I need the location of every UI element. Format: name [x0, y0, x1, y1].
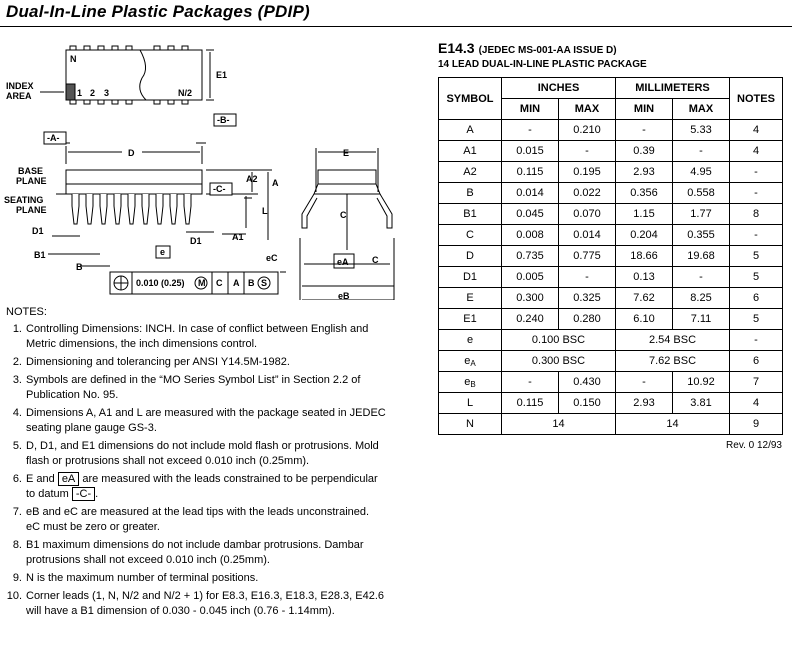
table-cell: 0.204 — [616, 225, 673, 246]
table-cell: 14 — [616, 414, 730, 435]
table-row — [439, 414, 783, 435]
top-pins-lower — [70, 100, 188, 104]
table-row — [439, 267, 783, 288]
note-number: 9. — [12, 572, 22, 584]
table-cell: 8 — [730, 204, 783, 225]
tol-m: M — [198, 278, 206, 288]
table-cell: - — [616, 372, 673, 393]
table-row — [439, 120, 783, 141]
header-mm-max: MAX — [673, 99, 730, 120]
note-number: 3. — [12, 374, 22, 386]
note-text: E and — [26, 473, 55, 485]
table-cell: 7.62 — [616, 288, 673, 309]
note-text: B1 maximum dimensions do not include dambar protrusions. Dambar protrusions shall not exceed 0.010 inch (0.25mm). — [26, 539, 364, 566]
package-drawing — [0, 28, 430, 300]
a-label: A — [272, 178, 279, 188]
table-cell: 0.070 — [559, 204, 616, 225]
note-text: D, D1, and E1 dimensions do not include mold flash or protrusions. Mold flash or protrusions shall not exceed 0.010 inch (0.25mm). — [26, 440, 379, 467]
tol-s: S — [261, 278, 268, 288]
table-cell: 1.15 — [616, 204, 673, 225]
note-number: 4. — [12, 407, 22, 419]
ec-label: eC — [266, 253, 278, 263]
table-cell: 0.022 — [559, 183, 616, 204]
note-item — [6, 505, 386, 535]
b1-label: B1 — [34, 250, 46, 260]
table-cell: 0.005 — [502, 267, 559, 288]
table-row — [439, 372, 783, 393]
table-cell: 5 — [730, 309, 783, 330]
package-header — [438, 40, 647, 70]
note-item — [6, 472, 386, 502]
note-number: 1. — [12, 323, 22, 335]
dimensions-table — [438, 77, 783, 435]
symbol-text: B1 — [463, 208, 477, 220]
tol-c: C — [216, 278, 223, 288]
header-in-max: MAX — [559, 99, 616, 120]
a1-label: A1 — [232, 232, 244, 242]
table-cell: 18.66 — [616, 246, 673, 267]
note-datum-box: -C- — [72, 487, 95, 501]
table-cell: - — [673, 141, 730, 162]
table-cell-symbol — [439, 141, 502, 162]
table-cell: 7 — [730, 372, 783, 393]
pin-n2-label: N/2 — [178, 88, 193, 98]
eb-label: eB — [338, 291, 350, 300]
symbol-text: E — [466, 292, 474, 304]
index-area-mark — [66, 84, 75, 100]
e-top-label: E — [343, 148, 350, 158]
symbol-text: e — [466, 334, 474, 346]
table-cell: 9 — [730, 414, 783, 435]
table-cell-symbol — [439, 120, 502, 141]
table-cell: 4 — [730, 393, 783, 414]
header-in-min: MIN — [502, 99, 559, 120]
table-cell: 14 — [502, 414, 616, 435]
symbol-text: E1 — [463, 313, 477, 325]
table-cell: 0.115 — [502, 162, 559, 183]
table-row — [439, 204, 783, 225]
notes-section — [6, 305, 386, 622]
base-plane-2: PLANE — [16, 176, 47, 186]
ea-label: eA — [337, 257, 349, 267]
pin-3-label: 3 — [104, 88, 110, 98]
table-cell: 0.13 — [616, 267, 673, 288]
note-text: Corner leads (1, N, N/2 and N/2 + 1) for E8.3, E16.3, E18.3, E28.3, E42.6 will have a B1 dimension of 0.030 - 0.045 inch (0.76 - 1.14mm). — [26, 590, 385, 617]
note-number: 6. — [12, 473, 22, 485]
header-inches: INCHES — [502, 78, 616, 99]
note-number: 2. — [12, 356, 22, 368]
table-cell-symbol — [439, 288, 502, 309]
table-cell: 3.81 — [673, 393, 730, 414]
symbol-text: L — [466, 397, 474, 409]
note-item — [6, 589, 386, 619]
table-cell-symbol — [439, 267, 502, 288]
table-cell-symbol — [439, 225, 502, 246]
table-cell: 6 — [730, 288, 783, 309]
side-view-body — [66, 170, 202, 184]
note-boxed-symbol: eA — [58, 472, 79, 486]
table-cell-symbol — [439, 414, 502, 435]
table-cell: 0.008 — [502, 225, 559, 246]
table-cell-symbol — [439, 330, 502, 351]
note-text: N is the maximum number of terminal positions. — [26, 572, 259, 584]
symbol-subscript: B — [470, 379, 476, 389]
note-number: 7. — [12, 506, 22, 518]
pin-1-label: 1 — [77, 88, 83, 98]
table-cell: 0.300 BSC — [502, 351, 616, 372]
table-cell: 1.77 — [673, 204, 730, 225]
table-cell: - — [673, 267, 730, 288]
table-row — [439, 330, 783, 351]
symbol-text: B — [466, 187, 474, 199]
table-cell: 4.95 — [673, 162, 730, 183]
table-cell: 0.150 — [559, 393, 616, 414]
package-outline-svg — [0, 28, 430, 300]
tolerance-value: 0.010 (0.25) — [136, 278, 185, 288]
table-cell: 6 — [730, 351, 783, 372]
notes-title: NOTES: — [6, 306, 47, 318]
table-row — [439, 288, 783, 309]
base-plane-1: BASE — [18, 166, 44, 176]
l-label: L — [262, 206, 268, 216]
a2-label: A2 — [246, 174, 258, 184]
table-cell: 5 — [730, 267, 783, 288]
seating-plane-2: PLANE — [16, 205, 47, 215]
notes-list — [6, 322, 386, 619]
symbol-text: N — [466, 418, 474, 430]
table-cell-symbol — [439, 183, 502, 204]
table-cell: 0.280 — [559, 309, 616, 330]
symbol-text: e — [464, 375, 471, 388]
table-cell-symbol — [439, 162, 502, 183]
table-row — [439, 393, 783, 414]
note-text: Symbols are defined in the “MO Series Symbol List” in Section 2.2 of Publication No. 95. — [26, 374, 361, 401]
symbol-text: e — [464, 354, 471, 367]
table-cell: 4 — [730, 120, 783, 141]
table-row — [439, 183, 783, 204]
pin-n-label: N — [70, 54, 77, 64]
table-row — [439, 162, 783, 183]
b-datum-label: -B- — [217, 115, 230, 125]
symbol-text: A1 — [463, 145, 477, 157]
revision-label: Rev. 0 12/93 — [726, 440, 782, 451]
symbol-text: C — [466, 229, 474, 241]
table-row — [439, 351, 783, 372]
note-number: 10. — [6, 590, 22, 602]
note-text: are measured with the leads constrained to be perpendicular to datum — [26, 473, 378, 500]
table-cell-symbol — [439, 204, 502, 225]
table-cell: 0.39 — [616, 141, 673, 162]
table-cell: 0.115 — [502, 393, 559, 414]
table-row — [439, 246, 783, 267]
table-cell-symbol — [439, 351, 502, 372]
dimensions-body — [439, 120, 783, 435]
top-pins-upper — [70, 46, 188, 50]
note-item — [6, 439, 386, 469]
c-center-label: C — [340, 210, 347, 220]
d1-right-label: D1 — [190, 236, 202, 246]
end-view-lead-left — [302, 194, 317, 228]
note-text: Controlling Dimensions: INCH. In case of conflict between English and Metric dimensions, the inch dimensions control. — [26, 323, 369, 350]
seating-plane-1: SEATING — [4, 195, 44, 205]
package-standard: (JEDEC MS-001-AA ISSUE D) — [478, 45, 617, 56]
table-cell: - — [559, 141, 616, 162]
end-view-body — [318, 170, 376, 184]
table-cell: 0.014 — [559, 225, 616, 246]
table-cell: 0.558 — [673, 183, 730, 204]
table-cell: 19.68 — [673, 246, 730, 267]
note-item — [6, 322, 386, 352]
note-text: . — [95, 488, 99, 500]
symbol-subscript: A — [470, 358, 476, 368]
table-cell: 0.300 — [502, 288, 559, 309]
side-view-leads — [72, 194, 191, 224]
note-number: 5. — [12, 440, 22, 452]
note-item — [6, 373, 386, 403]
table-cell: 0.045 — [502, 204, 559, 225]
note-item — [6, 355, 386, 370]
table-cell: 5.33 — [673, 120, 730, 141]
table-cell: - — [502, 120, 559, 141]
table-cell: - — [559, 267, 616, 288]
table-cell: - — [730, 330, 783, 351]
table-cell-symbol — [439, 246, 502, 267]
note-item — [6, 406, 386, 436]
table-cell-symbol — [439, 393, 502, 414]
table-cell: - — [502, 372, 559, 393]
end-view-lead-right — [377, 194, 392, 228]
table-cell: 7.62 BSC — [616, 351, 730, 372]
table-cell: 8.25 — [673, 288, 730, 309]
table-cell: 0.775 — [559, 246, 616, 267]
symbol-text: A — [466, 124, 474, 136]
note-item — [6, 538, 386, 568]
table-row — [439, 141, 783, 162]
table-cell: 0.014 — [502, 183, 559, 204]
table-cell: 6.10 — [616, 309, 673, 330]
symbol-text: A2 — [463, 166, 477, 178]
note-text: eB and eC are measured at the lead tips with the leads unconstrained. eC must be zero or greater. — [26, 506, 370, 533]
table-cell: 0.240 — [502, 309, 559, 330]
table-cell: 10.92 — [673, 372, 730, 393]
table-cell-symbol — [439, 309, 502, 330]
e1-label: E1 — [216, 70, 228, 80]
table-cell: - — [730, 183, 783, 204]
table-cell: - — [616, 120, 673, 141]
header-notes: NOTES — [730, 78, 783, 120]
symbol-text: D — [466, 250, 474, 262]
tol-b: B — [248, 278, 255, 288]
e-small-label: e — [160, 247, 166, 257]
b-label: B — [76, 262, 83, 272]
index-label-1: INDEX — [6, 81, 34, 91]
note-number: 8. — [12, 539, 22, 551]
note-text: Dimensions A, A1 and L are measured with the package seated in JEDEC seating plane gauge GS-3. — [26, 407, 386, 434]
package-description: 14 LEAD DUAL-IN-LINE PLASTIC PACKAGE — [438, 59, 647, 70]
a-datum-label: -A- — [47, 133, 60, 143]
table-cell: 0.735 — [502, 246, 559, 267]
table-cell: 0.325 — [559, 288, 616, 309]
table-cell: 0.015 — [502, 141, 559, 162]
table-cell: 5 — [730, 246, 783, 267]
index-label-2: AREA — [6, 91, 32, 101]
table-cell: 0.355 — [673, 225, 730, 246]
header-mm-min: MIN — [616, 99, 673, 120]
d1-left-label: D1 — [32, 226, 44, 236]
package-code: E14.3 — [438, 40, 475, 56]
table-cell: 0.210 — [559, 120, 616, 141]
page-title: Dual-In-Line Plastic Packages (PDIP) — [6, 2, 310, 21]
table-cell: 7.11 — [673, 309, 730, 330]
break-line — [140, 50, 146, 100]
table-cell: 0.356 — [616, 183, 673, 204]
table-cell: - — [730, 162, 783, 183]
table-cell: 2.54 BSC — [616, 330, 730, 351]
table-cell-symbol — [439, 372, 502, 393]
note-item — [6, 571, 386, 586]
table-row — [439, 225, 783, 246]
table-row — [439, 309, 783, 330]
table-cell: 4 — [730, 141, 783, 162]
table-cell: 0.195 — [559, 162, 616, 183]
c-datum-label: -C- — [213, 184, 226, 194]
d-label: D — [128, 148, 135, 158]
tol-a: A — [233, 278, 240, 288]
symbol-text: D1 — [462, 271, 478, 283]
table-cell: - — [730, 225, 783, 246]
pin-2-label: 2 — [90, 88, 96, 98]
table-cell: 2.93 — [616, 162, 673, 183]
c-right-label: C — [372, 255, 379, 265]
note-text: Dimensioning and tolerancing per ANSI Y14.5M-1982. — [26, 356, 290, 368]
table-cell: 0.100 BSC — [502, 330, 616, 351]
title-rule — [0, 26, 792, 27]
header-symbol: SYMBOL — [439, 78, 502, 120]
header-millimeters: MILLIMETERS — [616, 78, 730, 99]
table-cell: 0.430 — [559, 372, 616, 393]
table-cell: 2.93 — [616, 393, 673, 414]
